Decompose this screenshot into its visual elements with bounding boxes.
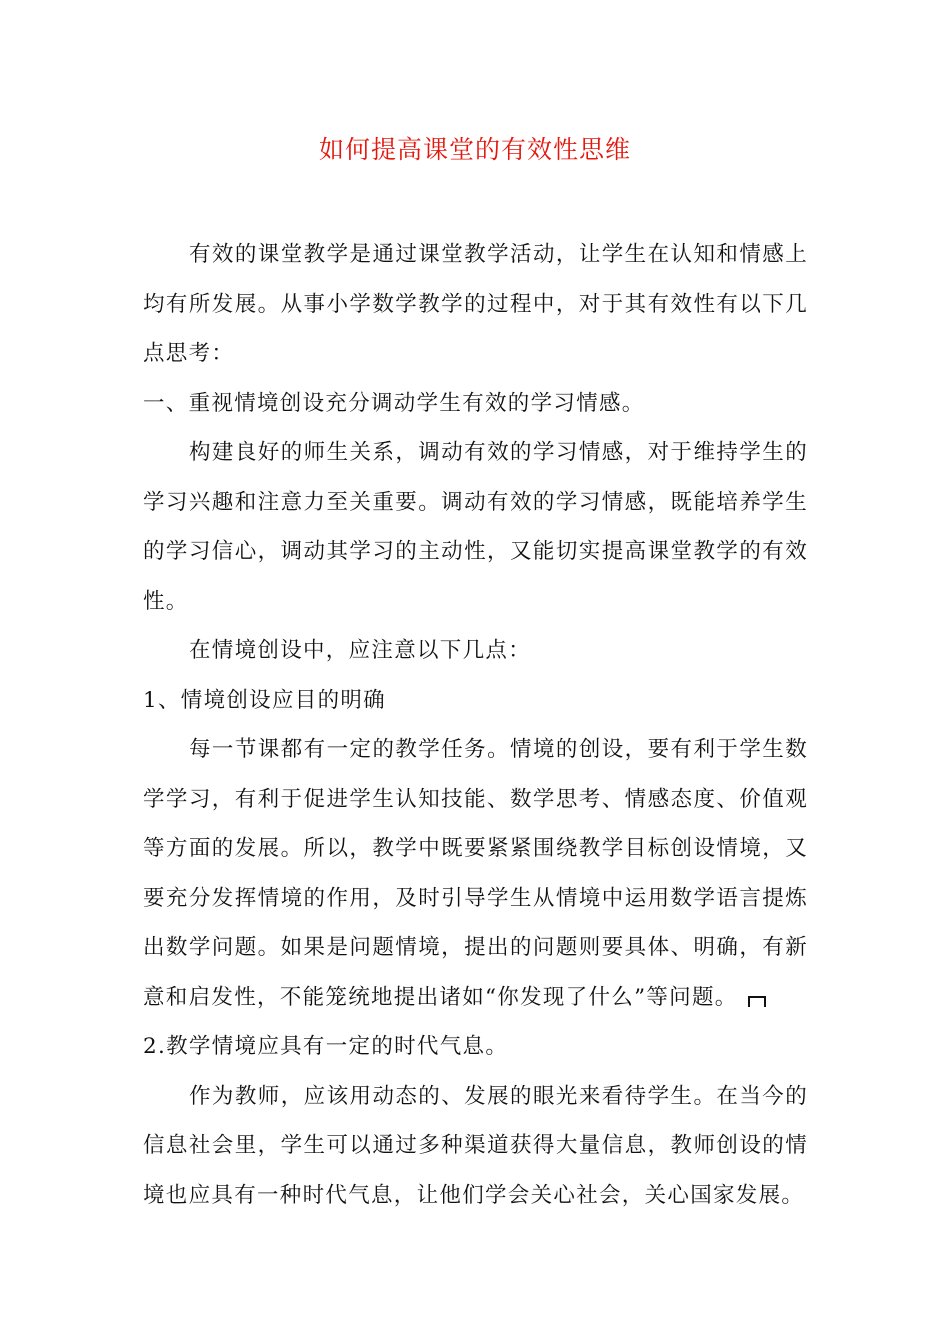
subheading-2: 2.教学情境应具有一定的时代气息。 [143,1034,509,1059]
paragraph-intro: 有效的课堂教学是通过课堂教学活动，让学生在认知和情感上均有所发展。从事小学数学教学的过程中，对于其有效性有以下几点思考： [143,242,808,366]
paragraph-list-intro: 在情境创设中，应注意以下几点： [189,638,532,663]
document-body [143,230,808,1220]
paragraph-section-1: 构建良好的师生关系，调动有效的学习情感，对于维持学生的学习兴趣和注意力至关重要。调动有效的学习情感，既能培养学生的学习信心，调动其学习的主动性，又能切实提高课堂教学的有效性。 [143,440,808,614]
paragraph-point-1-text: 每一节课都有一定的教学任务。情境的创设，要有利于学生数学学习，有利于促进学生认知技能、数学思考、情感态度、价值观等方面的发展。所以，教学中既要紧紧围绕教学目标创设情境，又要充分发挥情境的作用，及时引导学生从情境中运用数学语言提炼出数学问题。如果是问题情境，提出的问题则要具体、明确，有新意和启发性，不能笼统地提出诸如“你发现了什么”等问题。 [143,737,808,1010]
document-title: 如何提高课堂的有效性思维 [318,135,631,164]
section-heading-1: 一、重视情境创设充分调动学生有效的学习情感。 [143,390,645,416]
paragraph-point-1 [143,725,808,1022]
editor-mark-icon [748,996,766,1007]
paragraph-point-2: 作为教师，应该用动态的、发展的眼光来看待学生。在当今的信息社会里，学生可以通过多种渠道获得大量信息，教师创设的情境也应具有一种时代气息，让他们学会关心社会，关心国家发展。 [143,1083,808,1208]
subheading-1: 1、情境创设应目的明确 [143,687,386,713]
